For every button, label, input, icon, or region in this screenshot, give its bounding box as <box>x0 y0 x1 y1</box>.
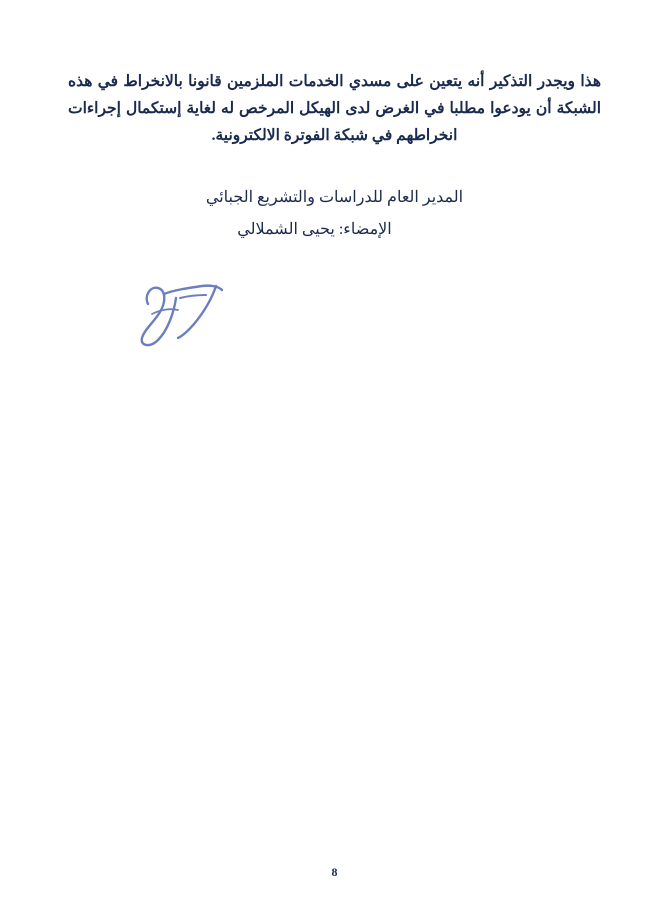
signatory-title: المدير العام للدراسات والتشريع الجبائي <box>205 189 464 206</box>
body-paragraph: هذا ويجدر التذكير أنه يتعين على مسدي الخدمات الملزمين قانونا بالانخراط في هذه الشبكة أن يودعوا مطلبا في الغرض لدى الهيكل المرخص له لغاية إستكمال إجراءات انخراطهم في شبكة الفوترة الالكترونية. <box>68 72 601 144</box>
signatory-name: الإمضاء: يحيى الشملالي <box>237 221 392 238</box>
page-number: 8 <box>331 865 338 879</box>
handwritten-signature-icon <box>130 268 250 358</box>
